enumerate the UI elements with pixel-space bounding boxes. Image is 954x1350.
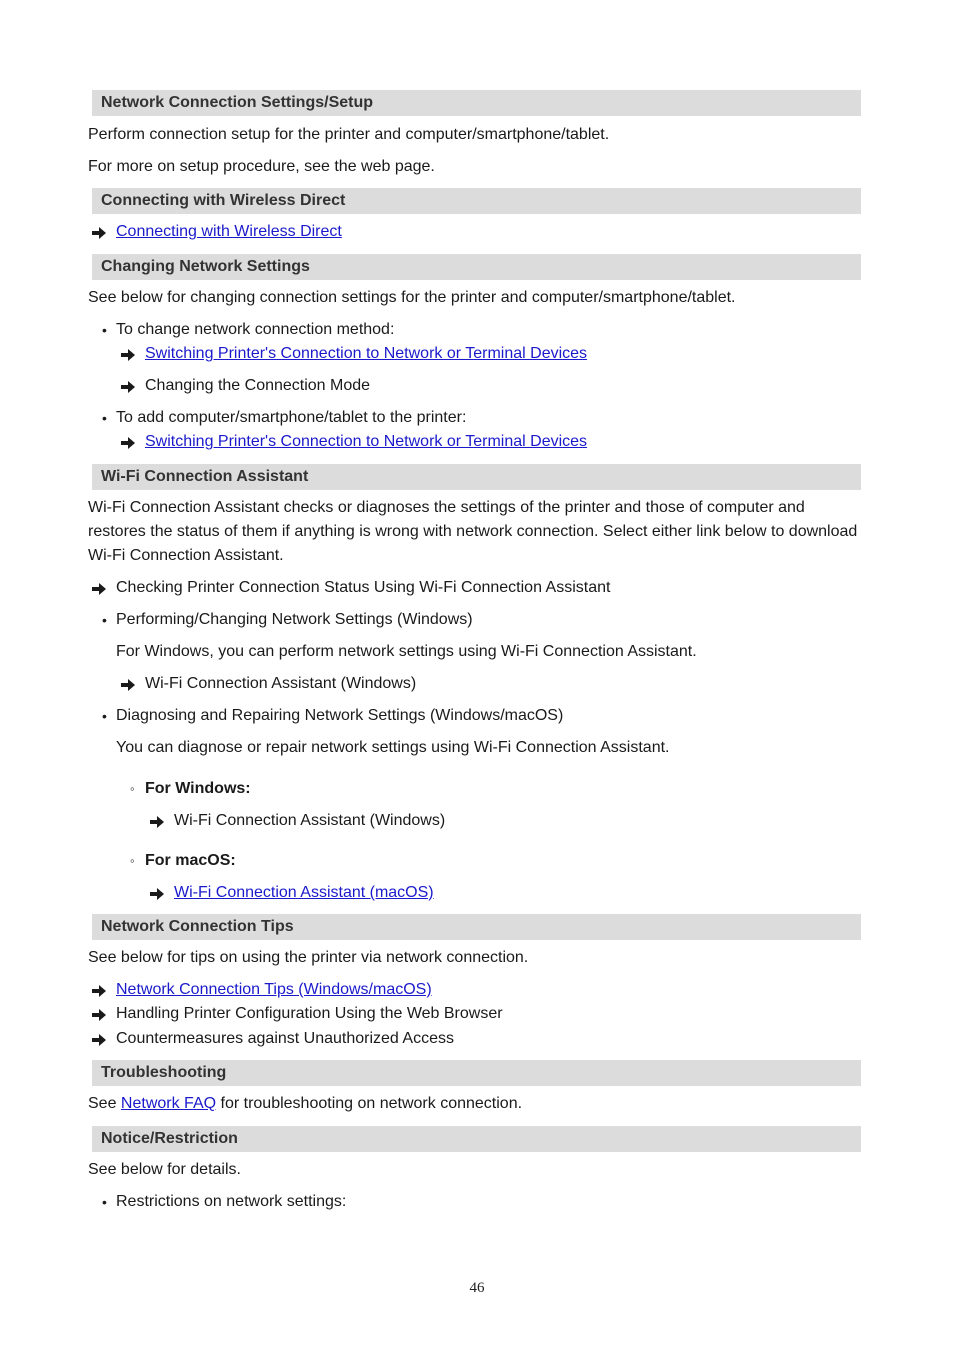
paragraph: Perform connection setup for the printer and computer/smartphone/tablet. bbox=[88, 126, 610, 143]
list-item: Diagnosing and Repairing Network Settings (Windows/macOS) bbox=[116, 707, 564, 724]
paragraph: Wi-Fi Connection Assistant checks or diagnoses the settings of the printer and those of computer and restores the status of them if anything is wrong with network connection. Select either link below to download Wi-Fi Connection Assistant. bbox=[88, 499, 858, 564]
right-arrow-icon bbox=[92, 1034, 106, 1046]
section-header-notice: Notice/Restriction bbox=[92, 1126, 861, 1152]
right-arrow-icon bbox=[121, 381, 135, 393]
list-item: Countermeasures against Unauthorized Access bbox=[116, 1030, 454, 1047]
list-item: Changing the Connection Mode bbox=[145, 377, 371, 394]
paragraph bbox=[88, 1092, 522, 1116]
right-arrow-icon bbox=[121, 679, 135, 691]
bullet-marker: • bbox=[102, 322, 107, 338]
right-arrow-icon bbox=[92, 583, 106, 595]
network-faq-link[interactable]: Network FAQ bbox=[120, 1095, 217, 1112]
list-item: Wi-Fi Connection Assistant (Windows) bbox=[145, 675, 417, 692]
paragraph: See below for details. bbox=[88, 1161, 241, 1178]
switching-connection-link[interactable]: Switching Printer's Connection to Network or Terminal Devices bbox=[145, 345, 588, 362]
sub-heading: For Windows: bbox=[145, 780, 251, 797]
section-header-troubleshooting: Troubleshooting bbox=[92, 1060, 861, 1086]
list-item: To add computer/smartphone/tablet to the printer: bbox=[116, 409, 467, 426]
paragraph: For Windows, you can perform network settings using Wi-Fi Connection Assistant. bbox=[116, 643, 697, 660]
page-number: 46 bbox=[469, 1280, 485, 1296]
right-arrow-icon bbox=[121, 349, 135, 361]
paragraph: See below for tips on using the printer via network connection. bbox=[88, 949, 529, 966]
text-fragment: for troubleshooting on network connection. bbox=[216, 1095, 523, 1112]
list-item: To change network connection method: bbox=[116, 321, 395, 338]
bullet-marker: • bbox=[102, 612, 107, 628]
section-header-wifi-assistant: Wi-Fi Connection Assistant bbox=[92, 464, 861, 490]
list-item: Wi-Fi Connection Assistant (Windows) bbox=[174, 812, 446, 829]
list-item: Restrictions on network settings: bbox=[116, 1193, 347, 1210]
right-arrow-icon bbox=[150, 888, 164, 900]
paragraph: For more on setup procedure, see the web page. bbox=[88, 158, 435, 175]
right-arrow-icon bbox=[92, 227, 106, 239]
sub-bullet-marker: ◦ bbox=[130, 781, 135, 796]
network-tips-link[interactable]: Network Connection Tips (Windows/macOS) bbox=[116, 981, 432, 998]
sub-heading: For macOS: bbox=[145, 852, 236, 869]
section-header-network-setup: Network Connection Settings/Setup bbox=[92, 90, 861, 116]
section-header-wireless-direct: Connecting with Wireless Direct bbox=[92, 188, 861, 214]
right-arrow-icon bbox=[92, 1009, 106, 1021]
text-fragment: See bbox=[88, 1095, 121, 1112]
bullet-marker: • bbox=[102, 708, 107, 724]
bullet-marker: • bbox=[102, 410, 107, 426]
switching-connection-link[interactable]: Switching Printer's Connection to Network or Terminal Devices bbox=[145, 433, 588, 450]
right-arrow-icon bbox=[150, 816, 164, 828]
section-header-changing-settings: Changing Network Settings bbox=[92, 254, 861, 280]
section-header-tips: Network Connection Tips bbox=[92, 914, 861, 940]
sub-bullet-marker: ◦ bbox=[130, 853, 135, 868]
list-item: Checking Printer Connection Status Using Wi-Fi Connection Assistant bbox=[116, 579, 611, 596]
right-arrow-icon bbox=[92, 985, 106, 997]
wifi-assistant-macos-link[interactable]: Wi-Fi Connection Assistant (macOS) bbox=[174, 884, 434, 901]
paragraph: See below for changing connection settings for the printer and computer/smartphone/tablet. bbox=[88, 289, 736, 306]
list-item: Handling Printer Configuration Using the Web Browser bbox=[116, 1005, 503, 1022]
wireless-direct-link[interactable]: Connecting with Wireless Direct bbox=[116, 223, 342, 240]
paragraph: You can diagnose or repair network settings using Wi-Fi Connection Assistant. bbox=[116, 739, 670, 756]
bullet-marker: • bbox=[102, 1194, 107, 1210]
list-item: Performing/Changing Network Settings (Windows) bbox=[116, 611, 473, 628]
right-arrow-icon bbox=[121, 437, 135, 449]
